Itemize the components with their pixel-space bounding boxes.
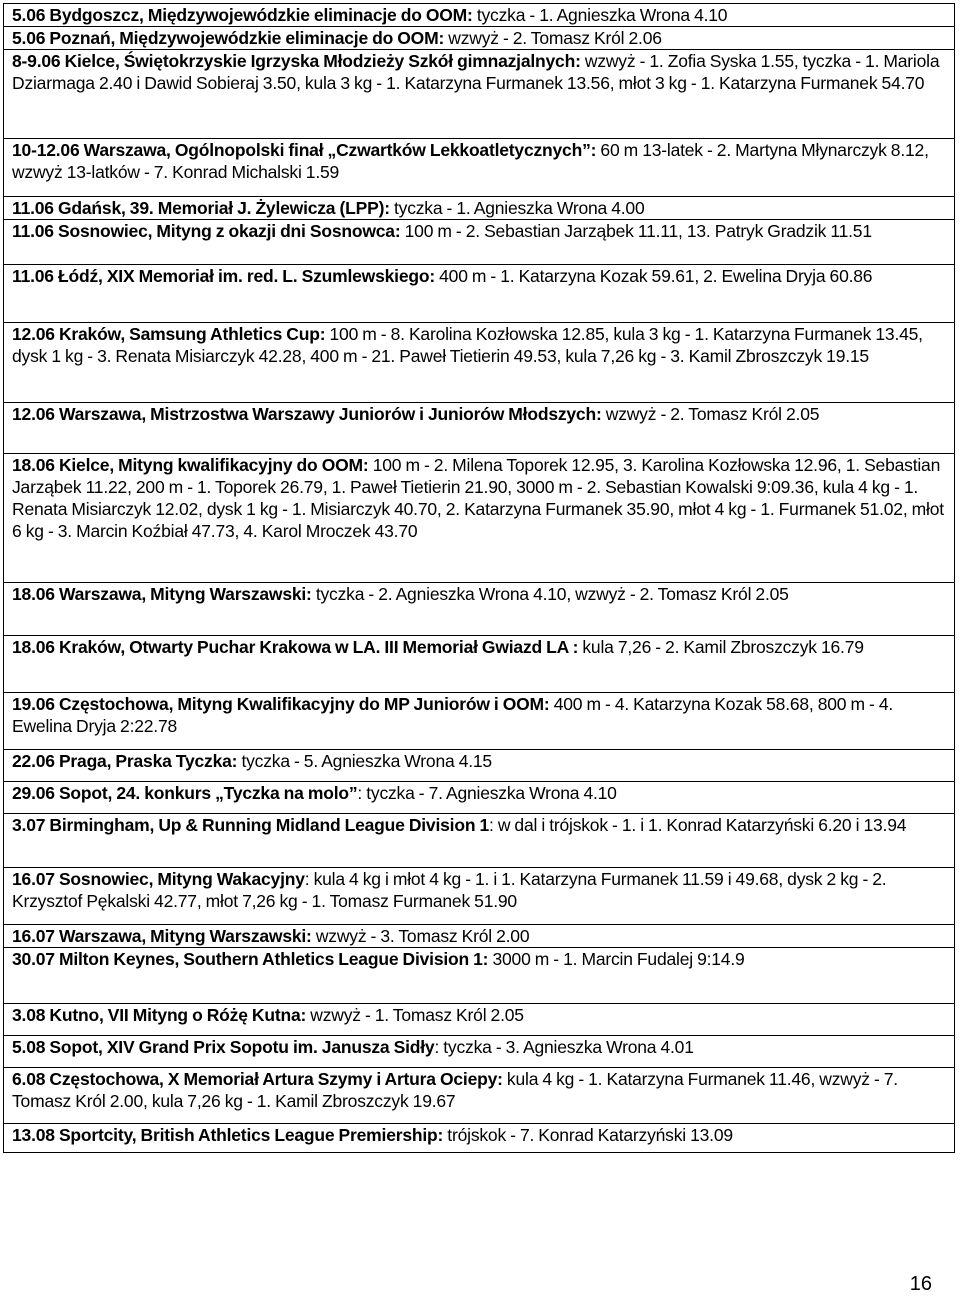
- result-row: [4, 220, 955, 265]
- result-row: [4, 1036, 955, 1068]
- event-results: wzwyż - 1. Tomasz Król 2.05: [306, 1005, 524, 1025]
- result-entry: [4, 1068, 955, 1124]
- result-entry: [4, 583, 955, 636]
- event-heading: 11.06 Gdańsk, 39. Memoriał J. Żylewicza (LPP):: [12, 198, 390, 218]
- result-entry: [4, 197, 955, 220]
- event-results: : tyczka - 7. Agnieszka Wrona 4.10: [357, 783, 617, 803]
- event-heading: 16.07 Sosnowiec, Mityng Wakacyjny: [12, 869, 305, 889]
- result-entry: [4, 868, 955, 925]
- result-row: [4, 1124, 955, 1153]
- event-heading: 3.07 Birmingham, Up & Running Midland League Division 1: [12, 815, 489, 835]
- result-row: [4, 323, 955, 403]
- event-heading: 13.08 Sportcity, British Athletics League Premiership:: [12, 1125, 444, 1145]
- event-heading: 18.06 Kielce, Mityng kwalifikacyjny do OOM:: [12, 455, 369, 475]
- result-entry: [4, 925, 955, 948]
- event-heading: 18.06 Warszawa, Mityng Warszawski:: [12, 584, 312, 604]
- event-results: 400 m - 1. Katarzyna Kozak 59.61, 2. Ewelina Dryja 60.86: [434, 266, 873, 286]
- result-entry: [4, 4, 955, 27]
- result-entry: [4, 1036, 955, 1068]
- event-results: tyczka - 1. Agnieszka Wrona 4.00: [389, 198, 645, 218]
- result-row: [4, 925, 955, 948]
- result-entry: [4, 1124, 955, 1153]
- event-heading: 5.08 Sopot, XIV Grand Prix Sopotu im. Janusza Sidły: [12, 1037, 435, 1057]
- result-entry: [4, 454, 955, 583]
- result-row: [4, 1068, 955, 1124]
- result-row: [4, 782, 955, 814]
- event-results: kula 7,26 - 2. Kamil Zbroszczyk 16.79: [578, 637, 864, 657]
- result-entry: [4, 636, 955, 693]
- event-results: tyczka - 2. Agnieszka Wrona 4.10, wzwyż - 2. Tomasz Król 2.05: [311, 584, 789, 604]
- result-entry: [4, 220, 955, 265]
- event-heading: 8-9.06 Kielce, Świętokrzyskie Igrzyska Młodzieży Szkół gimnazjalnych:: [12, 51, 581, 71]
- event-results: 60 m 13-latek - 2. Martyna Młynarczyk 8.12, wzwyż 13-latków - 7. Konrad Michalski 1.59: [12, 140, 929, 182]
- event-heading: 12.06 Warszawa, Mistrzostwa Warszawy Juniorów i Juniorów Młodszych:: [12, 404, 602, 424]
- result-entry: [4, 814, 955, 868]
- result-row: [4, 403, 955, 454]
- result-entry: [4, 323, 955, 403]
- event-results: 100 m - 2. Sebastian Jarząbek 11.11, 13. Patryk Gradzik 11.51: [400, 221, 872, 241]
- event-heading: 5.06 Bydgoszcz, Międzywojewódzkie eliminacje do OOM:: [12, 5, 473, 25]
- result-row: [4, 693, 955, 750]
- result-row: [4, 750, 955, 782]
- event-heading: 18.06 Kraków, Otwarty Puchar Krakowa w LA. III Memoriał Gwiazd LA :: [12, 637, 579, 657]
- event-results: 400 m - 4. Katarzyna Kozak 58.68, 800 m - 4. Ewelina Dryja 2:22.78: [12, 694, 894, 736]
- result-entry: [4, 27, 955, 50]
- result-row: [4, 948, 955, 1004]
- result-entry: [4, 750, 955, 782]
- result-entry: [4, 693, 955, 750]
- event-results: 3000 m - 1. Marcin Fudalej 9:14.9: [488, 949, 745, 969]
- event-heading: 30.07 Milton Keynes, Southern Athletics League Division 1:: [12, 949, 489, 969]
- result-row: [4, 265, 955, 323]
- event-results: : kula 4 kg i młot 4 kg - 1. i 1. Katarzyna Furmanek 11.59 i 49.68, dysk 2 kg - 2. Krzysztof Pękalski 42.77, młot 7,26 kg - 1. Tomasz Furmanek 51.90: [12, 869, 887, 911]
- result-row: [4, 636, 955, 693]
- result-row: [4, 868, 955, 925]
- event-results: 100 m - 2. Milena Toporek 12.95, 3. Karolina Kozłowska 12.96, 1. Sebastian Jarząbek 11.22, 200 m - 1. Toporek 26.79, 1. Paweł Tietierin 21.90, 3000 m - 2. Sebastian Kowalski 9:09.36, kula 4 kg - 1. Renata Misiarczyk 12.02, dysk 1 kg - 1. Misiarczyk 40.70, 2. Katarzyna Furmanek 35.90, młot 4 kg - 1. Furmanek 51.02, młot 6 kg - 3. Marcin Koźbiał 47.73, 4. Karol Mroczek 43.70: [12, 455, 944, 541]
- result-entry: [4, 782, 955, 814]
- result-entry: [4, 403, 955, 454]
- event-results: : w dal i trójskok - 1. i 1. Konrad Katarzyński 6.20 i 13.94: [489, 815, 907, 835]
- page-number: 16: [909, 1273, 932, 1295]
- event-results: 100 m - 8. Karolina Kozłowska 12.85, kula 3 kg - 1. Katarzyna Furmanek 13.45, dysk 1 kg - 3. Renata Misiarczyk 42.28, 400 m - 21. Paweł Tietierin 49.53, kula 7,26 kg - 3. Kamil Zbroszczyk 19.15: [12, 324, 923, 366]
- event-heading: 6.08 Częstochowa, X Memoriał Artura Szymy i Artura Ociepy:: [12, 1069, 503, 1089]
- result-row: [4, 4, 955, 27]
- event-heading: 5.06 Poznań, Międzywojewódzkie eliminacje do OOM:: [12, 28, 445, 48]
- result-entry: [4, 139, 955, 197]
- event-results: kula 4 kg - 1. Katarzyna Furmanek 11.46, wzwyż - 7. Tomasz Król 2.00, kula 7,26 kg - 1. Kamil Zbroszczyk 19.67: [12, 1069, 898, 1111]
- event-heading: 11.06 Sosnowiec, Mityng z okazji dni Sosnowca:: [12, 221, 401, 241]
- result-row: [4, 1004, 955, 1036]
- event-results: tyczka - 1. Agnieszka Wrona 4.10: [472, 5, 728, 25]
- event-results: wzwyż - 3. Tomasz Król 2.00: [311, 926, 530, 946]
- event-heading: 29.06 Sopot, 24. konkurs „Tyczka na molo”: [12, 783, 358, 803]
- event-results: wzwyż - 2. Tomasz Król 2.05: [601, 404, 820, 424]
- result-entry: [4, 948, 955, 1004]
- event-heading: 3.08 Kutno, VII Mityng o Różę Kutna:: [12, 1005, 307, 1025]
- event-results: tyczka - 5. Agnieszka Wrona 4.15: [237, 751, 492, 771]
- event-results: wzwyż - 1. Zofia Syska 1.55, tyczka - 1. Mariola Dziarmaga 2.40 i Dawid Sobieraj 3.50, kula 3 kg - 1. Katarzyna Furmanek 13.56, młot 3 kg - 1. Katarzyna Furmanek 54.70: [12, 51, 940, 93]
- event-results: wzwyż - 2. Tomasz Król 2.06: [444, 28, 662, 48]
- event-heading: 19.06 Częstochowa, Mityng Kwalifikacyjny do MP Juniorów i OOM:: [12, 694, 550, 714]
- event-results: : tyczka - 3. Agnieszka Wrona 4.01: [434, 1037, 694, 1057]
- result-row: [4, 814, 955, 868]
- result-row: [4, 139, 955, 197]
- result-entry: [4, 1004, 955, 1036]
- result-row: [4, 27, 955, 50]
- event-heading: 22.06 Praga, Praska Tyczka:: [12, 751, 238, 771]
- result-row: [4, 50, 955, 139]
- event-heading: 16.07 Warszawa, Mityng Warszawski:: [12, 926, 312, 946]
- event-heading: 11.06 Łódź, XIX Memoriał im. red. L. Szumlewskiego:: [12, 266, 435, 286]
- event-results: trójskok - 7. Konrad Katarzyński 13.09: [443, 1125, 733, 1145]
- results-table: [3, 3, 955, 1153]
- result-row: [4, 454, 955, 583]
- result-row: [4, 197, 955, 220]
- result-row: [4, 583, 955, 636]
- event-heading: 10-12.06 Warszawa, Ogólnopolski finał „Czwartków Lekkoatletycznych”:: [12, 140, 597, 160]
- result-entry: [4, 50, 955, 139]
- event-heading: 12.06 Kraków, Samsung Athletics Cup:: [12, 324, 326, 344]
- result-entry: [4, 265, 955, 323]
